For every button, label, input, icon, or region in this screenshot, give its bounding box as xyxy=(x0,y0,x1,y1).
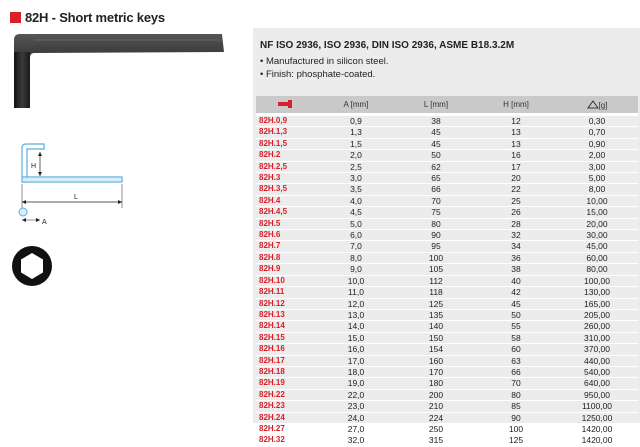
table-row xyxy=(256,435,638,446)
h-cell: 13 xyxy=(476,127,556,138)
code-cell: 82H.12 xyxy=(256,298,316,309)
weight-cell: 10,00 xyxy=(556,195,638,206)
table-body xyxy=(256,115,638,447)
a-cell: 9,0 xyxy=(316,264,396,275)
code-cell: 82H.32 xyxy=(256,435,316,446)
table-row xyxy=(256,389,638,400)
l-cell: 66 xyxy=(396,184,476,195)
code-cell: 82H.23 xyxy=(256,401,316,412)
h-cell: 20 xyxy=(476,173,556,184)
a-cell: 23,0 xyxy=(316,401,396,412)
weight-cell: 100,00 xyxy=(556,275,638,286)
table-row xyxy=(256,401,638,412)
l-cell: 170 xyxy=(396,366,476,377)
l-cell: 140 xyxy=(396,321,476,332)
l-cell: 70 xyxy=(396,195,476,206)
l-cell: 224 xyxy=(396,412,476,423)
h-cell: 70 xyxy=(476,378,556,389)
weight-icon xyxy=(587,100,599,109)
l-cell: 125 xyxy=(396,298,476,309)
weight-cell: 205,00 xyxy=(556,309,638,320)
weight-cell: 1100,00 xyxy=(556,401,638,412)
code-cell: 82H.10 xyxy=(256,275,316,286)
h-cell: 45 xyxy=(476,298,556,309)
h-cell: 42 xyxy=(476,287,556,298)
a-cell: 16,0 xyxy=(316,344,396,355)
h-cell: 22 xyxy=(476,184,556,195)
dimension-diagram xyxy=(10,140,140,230)
a-cell: 5,0 xyxy=(316,218,396,229)
h-cell: 40 xyxy=(476,275,556,286)
specification-panel xyxy=(253,28,640,446)
a-cell: 7,0 xyxy=(316,241,396,252)
h-dimension-label: H xyxy=(31,163,37,170)
weight-cell: 1420,00 xyxy=(556,435,638,446)
h-column-header: H [mm] xyxy=(476,96,556,115)
h-cell: 85 xyxy=(476,401,556,412)
table-row xyxy=(256,230,638,241)
table-row xyxy=(256,344,638,355)
l-cell: 210 xyxy=(396,401,476,412)
h-cell: 58 xyxy=(476,332,556,343)
table-header-row xyxy=(256,96,638,115)
h-cell: 13 xyxy=(476,138,556,149)
table-row xyxy=(256,241,638,252)
code-cell: 82H.18 xyxy=(256,366,316,377)
weight-cell: 950,00 xyxy=(556,389,638,400)
code-cell: 82H.8 xyxy=(256,252,316,263)
table-row xyxy=(256,150,638,161)
code-cell: 82H.27 xyxy=(256,423,316,434)
a-cell: 3,0 xyxy=(316,173,396,184)
weight-cell: 1250,00 xyxy=(556,412,638,423)
h-cell: 100 xyxy=(476,423,556,434)
code-cell: 82H.1,3 xyxy=(256,127,316,138)
l-cell: 105 xyxy=(396,264,476,275)
l-cell: 80 xyxy=(396,218,476,229)
h-cell: 38 xyxy=(476,264,556,275)
h-cell: 26 xyxy=(476,207,556,218)
l-cell: 45 xyxy=(396,127,476,138)
a-cell: 15,0 xyxy=(316,332,396,343)
weight-cell: 0,30 xyxy=(556,115,638,127)
a-cell: 11,0 xyxy=(316,287,396,298)
table-row xyxy=(256,115,638,127)
table-row xyxy=(256,321,638,332)
l-cell: 100 xyxy=(396,252,476,263)
a-cell: 14,0 xyxy=(316,321,396,332)
a-cell: 4,5 xyxy=(316,207,396,218)
l-cell: 38 xyxy=(396,115,476,127)
l-cell: 315 xyxy=(396,435,476,446)
weight-cell: 30,00 xyxy=(556,230,638,241)
h-cell: 12 xyxy=(476,115,556,127)
table-row xyxy=(256,423,638,434)
weight-unit-label: [g] xyxy=(598,100,608,110)
l-cell: 75 xyxy=(396,207,476,218)
code-cell: 82H.3,5 xyxy=(256,184,316,195)
a-cell: 24,0 xyxy=(316,412,396,423)
table-row xyxy=(256,355,638,366)
table-row xyxy=(256,161,638,172)
a-cell: 1,3 xyxy=(316,127,396,138)
page-title: 82H - Short metric keys xyxy=(25,9,165,25)
weight-cell: 540,00 xyxy=(556,366,638,377)
l-cell: 154 xyxy=(396,344,476,355)
l-column-header: L [mm] xyxy=(396,96,476,115)
a-cell: 0,9 xyxy=(316,115,396,127)
dimensions-table xyxy=(256,96,638,447)
table-row xyxy=(256,218,638,229)
code-cell: 82H.2 xyxy=(256,150,316,161)
table-row xyxy=(256,287,638,298)
h-cell: 50 xyxy=(476,309,556,320)
h-cell: 17 xyxy=(476,161,556,172)
l-cell: 160 xyxy=(396,355,476,366)
l-cell: 180 xyxy=(396,378,476,389)
h-cell: 25 xyxy=(476,195,556,206)
table-row xyxy=(256,298,638,309)
l-cell: 95 xyxy=(396,241,476,252)
code-cell: 82H.13 xyxy=(256,309,316,320)
h-cell: 60 xyxy=(476,344,556,355)
a-cell: 12,0 xyxy=(316,298,396,309)
table-row xyxy=(256,275,638,286)
table-row xyxy=(256,138,638,149)
table-row xyxy=(256,207,638,218)
code-cell: 82H.5 xyxy=(256,218,316,229)
weight-cell: 3,00 xyxy=(556,161,638,172)
brand-square-icon xyxy=(10,12,21,23)
a-cell: 18,0 xyxy=(316,366,396,377)
a-cell: 6,0 xyxy=(316,230,396,241)
standards-text: NF ISO 2936, ISO 2936, DIN ISO 2936, ASME B18.3.2M xyxy=(260,40,515,51)
l-cell: 45 xyxy=(396,138,476,149)
weight-cell: 640,00 xyxy=(556,378,638,389)
l-cell: 200 xyxy=(396,389,476,400)
code-cell: 82H.0,9 xyxy=(256,115,316,127)
weight-cell: 20,00 xyxy=(556,218,638,229)
l-cell: 90 xyxy=(396,230,476,241)
code-cell: 82H.6 xyxy=(256,230,316,241)
h-cell: 36 xyxy=(476,252,556,263)
weight-cell: 1420,00 xyxy=(556,423,638,434)
weight-cell: 165,00 xyxy=(556,298,638,309)
weight-cell: 5,00 xyxy=(556,173,638,184)
a-cell: 13,0 xyxy=(316,309,396,320)
weight-cell: 440,00 xyxy=(556,355,638,366)
table-row xyxy=(256,184,638,195)
weight-cell: 130,00 xyxy=(556,287,638,298)
a-cell: 2,0 xyxy=(316,150,396,161)
h-cell: 34 xyxy=(476,241,556,252)
h-cell: 55 xyxy=(476,321,556,332)
code-cell: 82H.19 xyxy=(256,378,316,389)
weight-cell: 8,00 xyxy=(556,184,638,195)
l-cell: 250 xyxy=(396,423,476,434)
h-cell: 66 xyxy=(476,366,556,377)
h-cell: 32 xyxy=(476,230,556,241)
code-column-header xyxy=(256,96,316,115)
weight-cell: 260,00 xyxy=(556,321,638,332)
l-cell: 65 xyxy=(396,173,476,184)
a-dimension-label: A xyxy=(42,219,47,226)
tool-code-icon xyxy=(277,99,295,109)
a-column-header: A [mm] xyxy=(316,96,396,115)
code-cell: 82H.9 xyxy=(256,264,316,275)
code-cell: 82H.15 xyxy=(256,332,316,343)
table-row xyxy=(256,366,638,377)
h-cell: 16 xyxy=(476,150,556,161)
hex-key-photo xyxy=(0,22,230,122)
code-cell: 82H.14 xyxy=(256,321,316,332)
a-cell: 4,0 xyxy=(316,195,396,206)
feature-item: • Finish: phosphate-coated. xyxy=(260,69,376,80)
l-cell: 118 xyxy=(396,287,476,298)
code-cell: 82H.7 xyxy=(256,241,316,252)
a-cell: 22,0 xyxy=(316,389,396,400)
a-cell: 8,0 xyxy=(316,252,396,263)
weight-cell: 15,00 xyxy=(556,207,638,218)
code-cell: 82H.17 xyxy=(256,355,316,366)
l-dimension-label: L xyxy=(74,194,78,201)
feature-list xyxy=(260,55,388,81)
h-cell: 28 xyxy=(476,218,556,229)
weight-cell: 0,90 xyxy=(556,138,638,149)
a-cell: 32,0 xyxy=(316,435,396,446)
a-cell: 19,0 xyxy=(316,378,396,389)
table-row xyxy=(256,252,638,263)
l-cell: 135 xyxy=(396,309,476,320)
weight-cell: 80,00 xyxy=(556,264,638,275)
l-cell: 50 xyxy=(396,150,476,161)
table-row xyxy=(256,195,638,206)
code-cell: 82H.2,5 xyxy=(256,161,316,172)
table-row xyxy=(256,309,638,320)
code-cell: 82H.11 xyxy=(256,287,316,298)
h-cell: 63 xyxy=(476,355,556,366)
h-cell: 80 xyxy=(476,389,556,400)
hex-cross-section-icon xyxy=(10,244,54,288)
l-cell: 112 xyxy=(396,275,476,286)
code-cell: 82H.24 xyxy=(256,412,316,423)
weight-column-header xyxy=(556,96,638,115)
a-cell: 27,0 xyxy=(316,423,396,434)
table-row xyxy=(256,127,638,138)
table-row xyxy=(256,332,638,343)
code-cell: 82H.22 xyxy=(256,389,316,400)
table-row xyxy=(256,412,638,423)
table-row xyxy=(256,173,638,184)
h-cell: 90 xyxy=(476,412,556,423)
code-cell: 82H.4 xyxy=(256,195,316,206)
weight-cell: 2,00 xyxy=(556,150,638,161)
a-cell: 1,5 xyxy=(316,138,396,149)
table-row xyxy=(256,378,638,389)
a-cell: 2,5 xyxy=(316,161,396,172)
h-cell: 125 xyxy=(476,435,556,446)
code-cell: 82H.3 xyxy=(256,173,316,184)
code-cell: 82H.1,5 xyxy=(256,138,316,149)
code-cell: 82H.16 xyxy=(256,344,316,355)
weight-cell: 45,00 xyxy=(556,241,638,252)
table-row xyxy=(256,264,638,275)
a-cell: 10,0 xyxy=(316,275,396,286)
l-cell: 150 xyxy=(396,332,476,343)
feature-item: • Manufactured in silicon steel. xyxy=(260,56,389,67)
code-cell: 82H.4,5 xyxy=(256,207,316,218)
weight-cell: 370,00 xyxy=(556,344,638,355)
l-cell: 62 xyxy=(396,161,476,172)
weight-cell: 310,00 xyxy=(556,332,638,343)
a-cell: 3,5 xyxy=(316,184,396,195)
a-cell: 17,0 xyxy=(316,355,396,366)
weight-cell: 60,00 xyxy=(556,252,638,263)
weight-cell: 0,70 xyxy=(556,127,638,138)
